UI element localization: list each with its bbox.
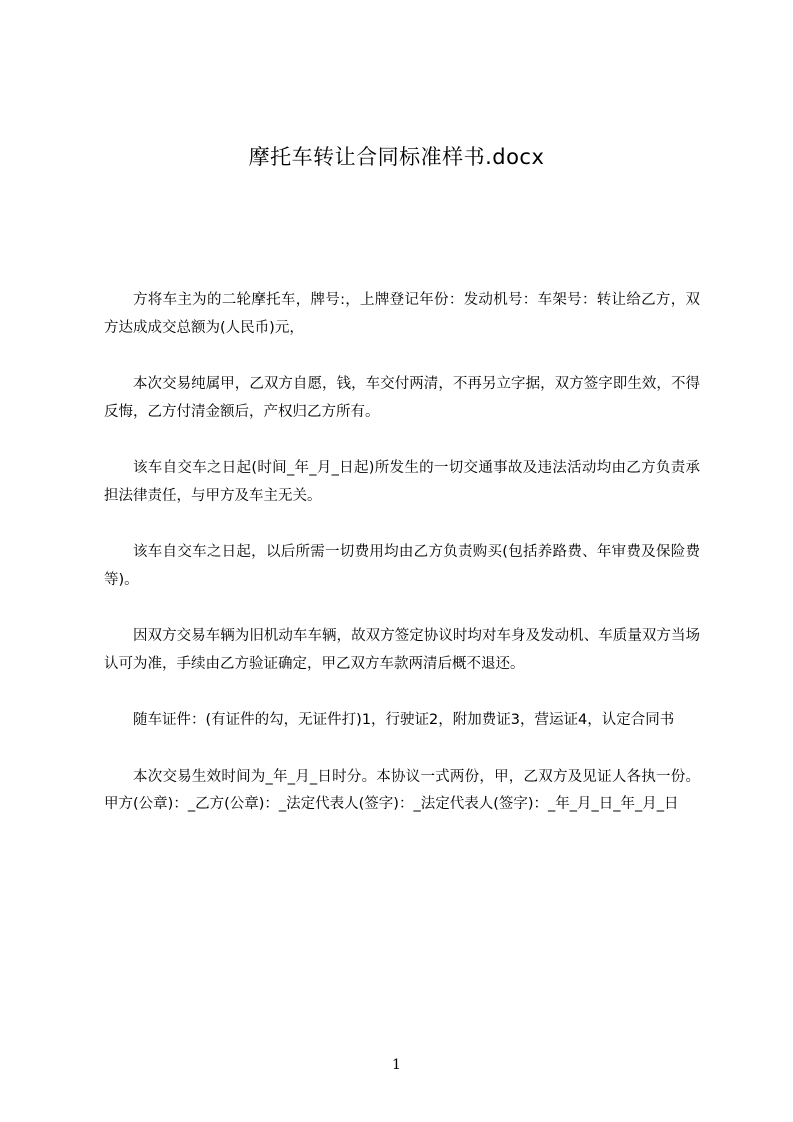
paragraph-transfer-details: 方将车主为的二轮摩托车，牌号:，上牌登记年份：发动机号：车架号：转让给乙方，双方达成成交总额为(人民币)元， (104, 292, 700, 336)
document-body (104, 287, 700, 848)
paragraph-voluntary-transaction: 本次交易纯属甲，乙双方自愿，钱，车交付两清，不再另立字据，双方签字即生效，不得反悔，乙方付清金额后，产权归乙方所有。 (104, 376, 700, 420)
paragraph-fees: 该车自交车之日起，以后所需一切费用均由乙方负责购买(包括养路费、年审费及保险费等)。 (104, 544, 700, 588)
paragraph-vehicle-condition: 因双方交易车辆为旧机动车车辆，故双方签定协议时均对车身及发动机、车质量双方当场认可为准，手续由乙方验证确定，甲乙双方车款两清后概不退还。 (104, 628, 700, 672)
page-number: 1 (392, 1057, 401, 1073)
paragraph-effective-signatures: 本次交易生效时间为_年_月_日时分。本协议一式两份，甲，乙双方及见证人各执一份。甲方(公章)：_乙方(公章)：_法定代表人(签字)：_法定代表人(签字)：_年_月_日_年_月_日 (104, 768, 700, 812)
paragraph-documents: 随车证件：(有证件的勾，无证件打)1，行驶证2，附加费证3，营运证4，认定合同书 (133, 712, 675, 728)
paragraph-liability: 该车自交车之日起(时间_年_月_日起)所发生的一切交通事故及违法活动均由乙方负责承担法律责任，与甲方及车主无关。 (104, 460, 700, 504)
document-title: 摩托车转让合同标准样书.docx (248, 145, 545, 169)
